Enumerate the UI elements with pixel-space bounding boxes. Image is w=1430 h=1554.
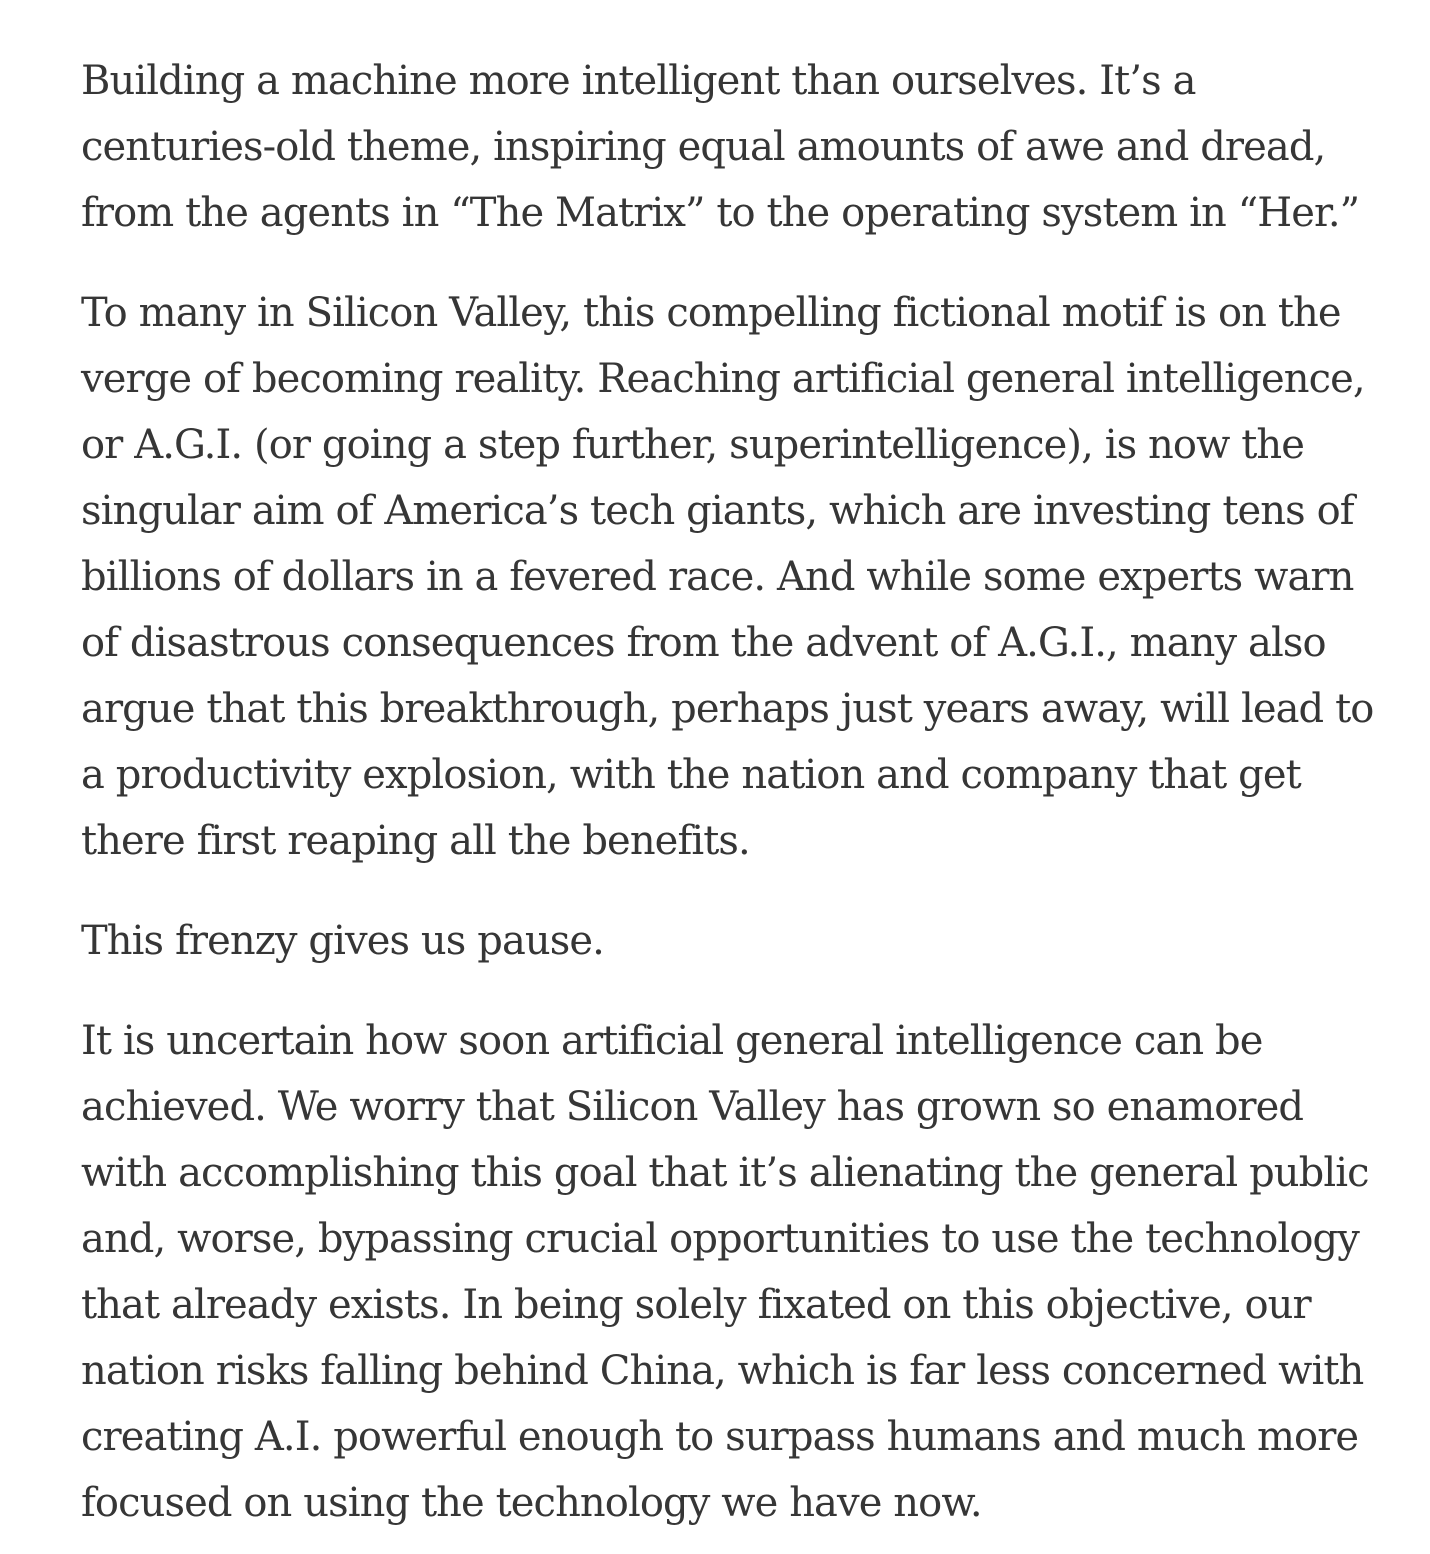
text-line: focused on using the technology we have now. [81,1480,982,1526]
text-line: or A.G.I. (or going a step further, superintelligence), is now the [81,422,1305,468]
text-line: singular aim of America’s tech giants, which are investing tens of [81,488,1354,534]
paragraph-1 [81,48,1411,246]
text-line: a productivity explosion, with the nation and company that get [81,752,1301,798]
text-line: that already exists. In being solely fixated on this objective, our [81,1282,1311,1328]
text-line: from the agents in “The Matrix” to the operating system in “Her.” [81,190,1360,236]
text-line: of disastrous consequences from the advent of A.G.I., many also [81,620,1326,666]
text-line: creating A.I. powerful enough to surpass humans and much more [81,1414,1359,1460]
text-line: argue that this breakthrough, perhaps just years away, will lead to [81,686,1374,732]
paragraph-3 [81,908,1411,974]
text-line: This frenzy gives us pause. [81,918,604,964]
paragraph-4 [81,1008,1411,1536]
text-line: centuries-old theme, inspiring equal amounts of awe and dread, [81,124,1326,170]
text-line: Building a machine more intelligent than ourselves. It’s a [81,58,1196,104]
text-line: It is uncertain how soon artificial general intelligence can be [81,1018,1263,1064]
text-line: achieved. We worry that Silicon Valley has grown so enamored [81,1084,1304,1130]
text-line: verge of becoming reality. Reaching artificial general intelligence, [81,356,1365,402]
text-line: and, worse, bypassing crucial opportunities to use the technology [81,1216,1359,1262]
article-body [81,48,1411,1536]
text-line: billions of dollars in a fevered race. And while some experts warn [81,554,1354,600]
paragraph-2 [81,280,1411,874]
text-line: nation risks falling behind China, which is far less concerned with [81,1348,1364,1394]
text-line: there first reaping all the benefits. [81,818,750,864]
text-line: with accomplishing this goal that it’s alienating the general public [81,1150,1369,1196]
text-line: To many in Silicon Valley, this compelling fictional motif is on the [81,290,1341,336]
